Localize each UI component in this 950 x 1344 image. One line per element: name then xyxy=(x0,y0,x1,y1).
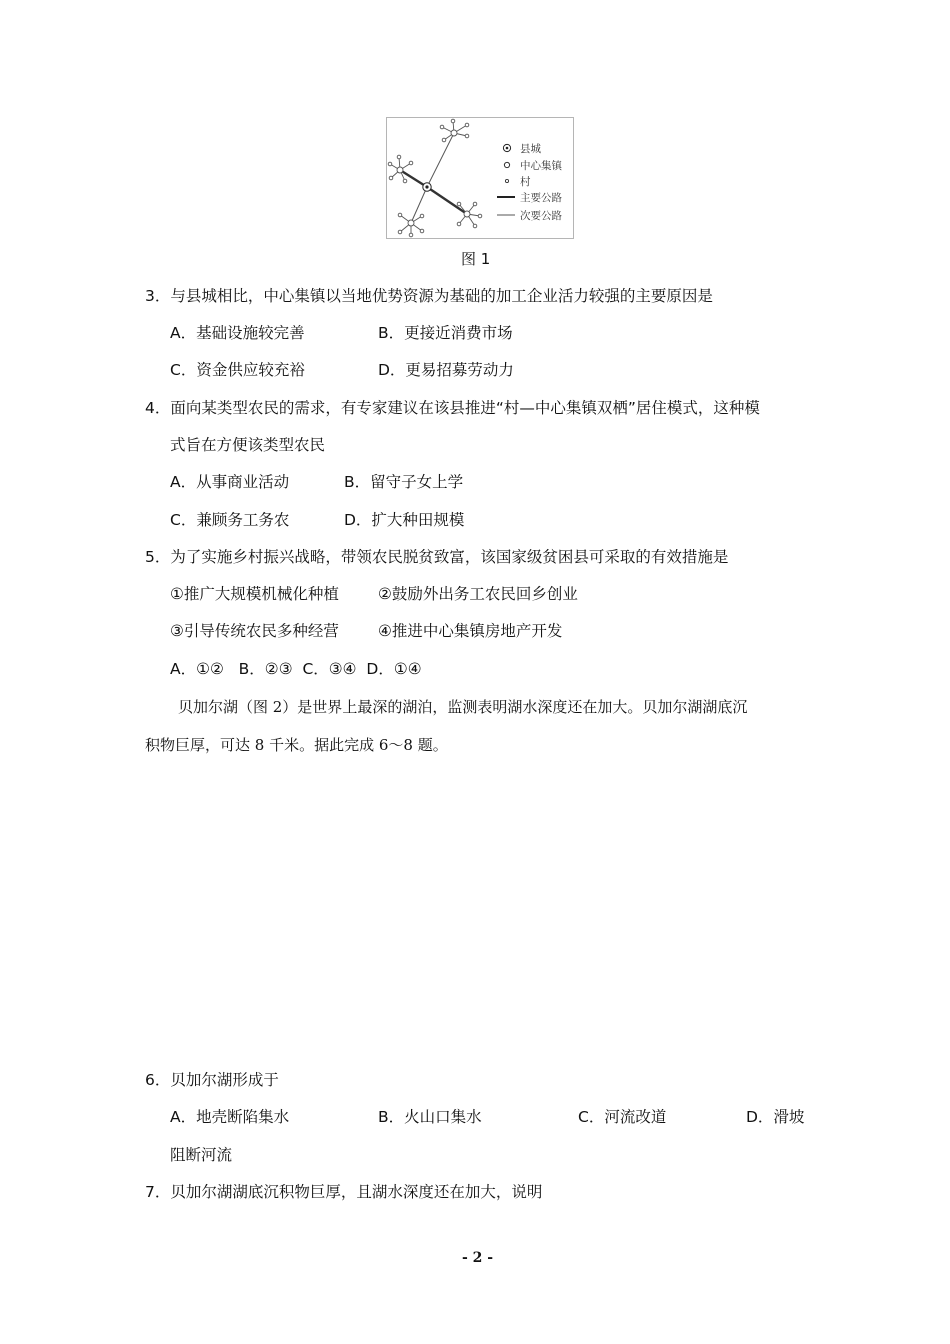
q4-option-a: A．从事商业活动 xyxy=(170,473,290,491)
q6-option-d: D．滑坡 xyxy=(746,1108,805,1126)
q5-answer-options: A．①② B．②③ C．③④ D．①④ xyxy=(170,660,422,678)
q7-stem: 7．贝加尔湖湖底沉积物巨厚，且湖水深度还在加大，说明 xyxy=(145,1183,543,1201)
q5-stem: 5．为了实施乡村振兴战略，带领农民脱贫致富，该国家级贫困县可采取的有效措施是 xyxy=(145,548,729,566)
legend-county: 县城 xyxy=(520,143,541,155)
q3-option-c: C．资金供应较充裕 xyxy=(170,361,305,379)
q3-option-b: B．更接近消费市场 xyxy=(378,324,513,342)
legend-town: 中心集镇 xyxy=(520,160,562,172)
q4-option-c: C．兼顾务工务农 xyxy=(170,511,290,529)
page-number: - 2 - xyxy=(462,1250,494,1266)
legend-secondary-road: 次要公路 xyxy=(520,210,562,222)
passage-line-2: 积物巨厚，可达 8 千米。据此完成 6～8 题。 xyxy=(145,736,448,754)
q5-choice-4: ④推进中心集镇房地产开发 xyxy=(378,622,563,640)
figure-1-caption: 图 1 xyxy=(461,250,491,268)
q3-stem: 3．与县城相比，中心集镇以当地优势资源为基础的加工企业活力较强的主要原因是 xyxy=(145,287,713,305)
legend-village: 村 xyxy=(520,176,531,188)
passage-line-1: 贝加尔湖（图 2）是世界上最深的湖泊，监测表明湖水深度还在加大。贝加尔湖湖底沉 xyxy=(178,698,748,716)
q4-stem-line2: 式旨在方便该类型农民 xyxy=(170,436,326,454)
road-network-map xyxy=(387,118,573,238)
q4-option-b: B．留守子女上学 xyxy=(344,473,464,491)
q6-option-d-continued: 阻断河流 xyxy=(170,1146,233,1164)
q6-option-b: B．火山口集水 xyxy=(378,1108,482,1126)
q5-choice-1: ①推广大规模机械化种植 xyxy=(170,585,339,603)
q3-option-d: D．更易招募劳动力 xyxy=(378,361,514,379)
q4-option-d: D．扩大种田规模 xyxy=(344,511,465,529)
figure-1-diagram xyxy=(386,117,574,239)
q4-stem-line1: 4．面向某类型农民的需求，有专家建议在该县推进“村—中心集镇双栖”居住模式，这种模 xyxy=(145,399,760,417)
q5-choice-3: ③引导传统农民多种经营 xyxy=(170,622,339,640)
q3-option-a: A．基础设施较完善 xyxy=(170,324,305,342)
q5-choice-2: ②鼓励外出务工农民回乡创业 xyxy=(378,585,578,603)
q6-option-a: A．地壳断陷集水 xyxy=(170,1108,290,1126)
q6-option-c: C．河流改道 xyxy=(578,1108,667,1126)
legend-main-road: 主要公路 xyxy=(520,192,562,204)
q6-stem: 6．贝加尔湖形成于 xyxy=(145,1071,279,1089)
